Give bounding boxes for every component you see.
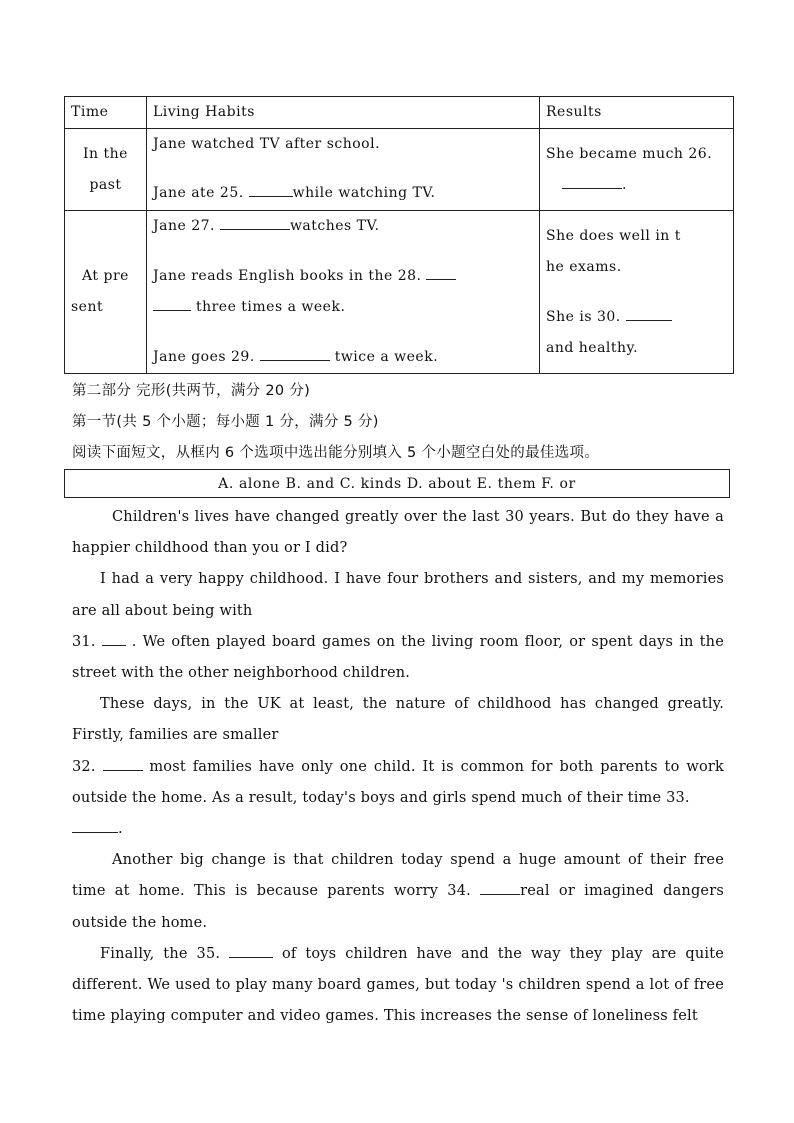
paragraph-4: These days, in the UK at least, the nature of childhood has changed greatly. Firstly, families are smaller bbox=[72, 696, 724, 744]
blank-31[interactable] bbox=[102, 633, 126, 646]
paragraph-5-end: . bbox=[118, 821, 123, 838]
paragraph-6-b: real or imagined dangers outside the home. bbox=[72, 883, 724, 931]
section-part-heading: 第二部分 完形(共两节，满分 20 分) bbox=[72, 383, 311, 399]
table-header-row bbox=[65, 97, 734, 129]
reading-passage bbox=[72, 502, 724, 1032]
blank-26[interactable] bbox=[562, 176, 622, 189]
blank-33[interactable] bbox=[72, 820, 118, 833]
present-time-line1: At pre bbox=[82, 268, 129, 284]
present-result-2-a: She is 30. bbox=[546, 309, 626, 325]
paragraph-7-b: of toys children have and the way they play are quite different. We used to play many board games, but today 's children spend a lot of free time playing computer and video games. This increases the sense of loneliness felt bbox=[72, 945, 725, 1025]
past-time-line1: In the bbox=[83, 146, 128, 162]
present-habit-3-a: Jane goes 29. bbox=[153, 349, 260, 365]
paragraph-7-a: Finally, the 35. bbox=[100, 945, 230, 962]
section-instruction: 阅读下面短文，从框内 6 个选项中选出能分别填入 5 个小题空白处的最佳选项。 bbox=[72, 445, 600, 461]
blank-34[interactable] bbox=[480, 882, 520, 895]
table-row-present bbox=[65, 211, 734, 374]
blank-30[interactable] bbox=[626, 308, 672, 321]
question-31-number: 31. bbox=[72, 633, 102, 650]
paragraph-5-text: most families have only one child. It is common for both parents to work outside the home. As a result, today's boys and girls spend much of their time 33. bbox=[72, 758, 724, 806]
present-result-1b: he exams. bbox=[546, 259, 622, 275]
past-habit-2-a: Jane ate 25. bbox=[153, 185, 249, 201]
blank-27[interactable] bbox=[220, 217, 290, 230]
paragraph-7 bbox=[72, 939, 724, 1033]
blank-28b[interactable] bbox=[153, 298, 191, 311]
present-habits-cell bbox=[147, 211, 540, 374]
living-habits-table bbox=[64, 96, 734, 374]
present-time-line2: sent bbox=[71, 299, 104, 315]
section-sub-heading: 第一节(共 5 个小题；每小题 1 分，满分 5 分) bbox=[72, 414, 379, 430]
past-time-cell bbox=[65, 129, 147, 211]
question-32-number: 32. bbox=[72, 758, 103, 775]
present-result-2b: and healthy. bbox=[546, 340, 639, 356]
present-habit-2-a: Jane reads English books in the 28. bbox=[153, 268, 427, 284]
present-habit-3-b: twice a week. bbox=[329, 349, 439, 365]
header-habits: Living Habits bbox=[147, 97, 540, 129]
table-row-past bbox=[65, 129, 734, 211]
paragraph-6 bbox=[72, 845, 724, 939]
past-result-b-line bbox=[546, 170, 727, 201]
options-box: A. alone B. and C. kinds D. about E. them F. or bbox=[64, 469, 730, 498]
blank-28a[interactable] bbox=[426, 267, 456, 280]
blank-35[interactable] bbox=[229, 945, 273, 958]
present-result-1a: She does well in t bbox=[546, 228, 681, 244]
present-time-cell bbox=[65, 211, 147, 374]
past-habits-cell bbox=[147, 129, 540, 211]
past-results-cell bbox=[540, 129, 734, 211]
present-result-2 bbox=[546, 302, 727, 333]
present-habit-3 bbox=[153, 342, 533, 373]
present-habit-2-b: three times a week. bbox=[191, 299, 346, 315]
blank-29[interactable] bbox=[260, 348, 330, 361]
past-time-line2: past bbox=[89, 177, 122, 193]
paragraph-3 bbox=[72, 627, 724, 689]
blank-25[interactable] bbox=[249, 184, 293, 197]
paragraph-1: Children's lives have changed greatly over the last 30 years. But do they have a happier childhood than you or I did? bbox=[72, 509, 724, 557]
paragraph-6-a: Another big change is that children today spend a huge amount of their free time at home. This is because parents worry 34. bbox=[72, 852, 724, 900]
present-habit-2-cont bbox=[153, 292, 533, 323]
present-habit-1-b: watches TV. bbox=[289, 218, 380, 234]
header-results: Results bbox=[540, 97, 734, 129]
header-time: Time bbox=[65, 97, 147, 129]
past-result-b: . bbox=[622, 177, 627, 193]
present-habit-1 bbox=[153, 211, 533, 242]
paragraph-5 bbox=[72, 752, 724, 846]
present-habit-1-a: Jane 27. bbox=[153, 218, 220, 234]
present-habit-2 bbox=[153, 261, 533, 292]
paragraph-2: I had a very happy childhood. I have four brothers and sisters, and my memories are all about being with bbox=[72, 571, 724, 619]
present-results-cell bbox=[540, 211, 734, 374]
blank-32[interactable] bbox=[103, 758, 143, 771]
past-habit-2 bbox=[153, 178, 533, 209]
past-habit-1: Jane watched TV after school. bbox=[153, 136, 381, 152]
past-result-a: She became much 26. bbox=[546, 146, 713, 162]
past-habit-2-b: while watching TV. bbox=[292, 185, 436, 201]
paragraph-3-text: . We often played board games on the living room floor, or spent days in the street with the other neighborhood children. bbox=[72, 633, 724, 682]
